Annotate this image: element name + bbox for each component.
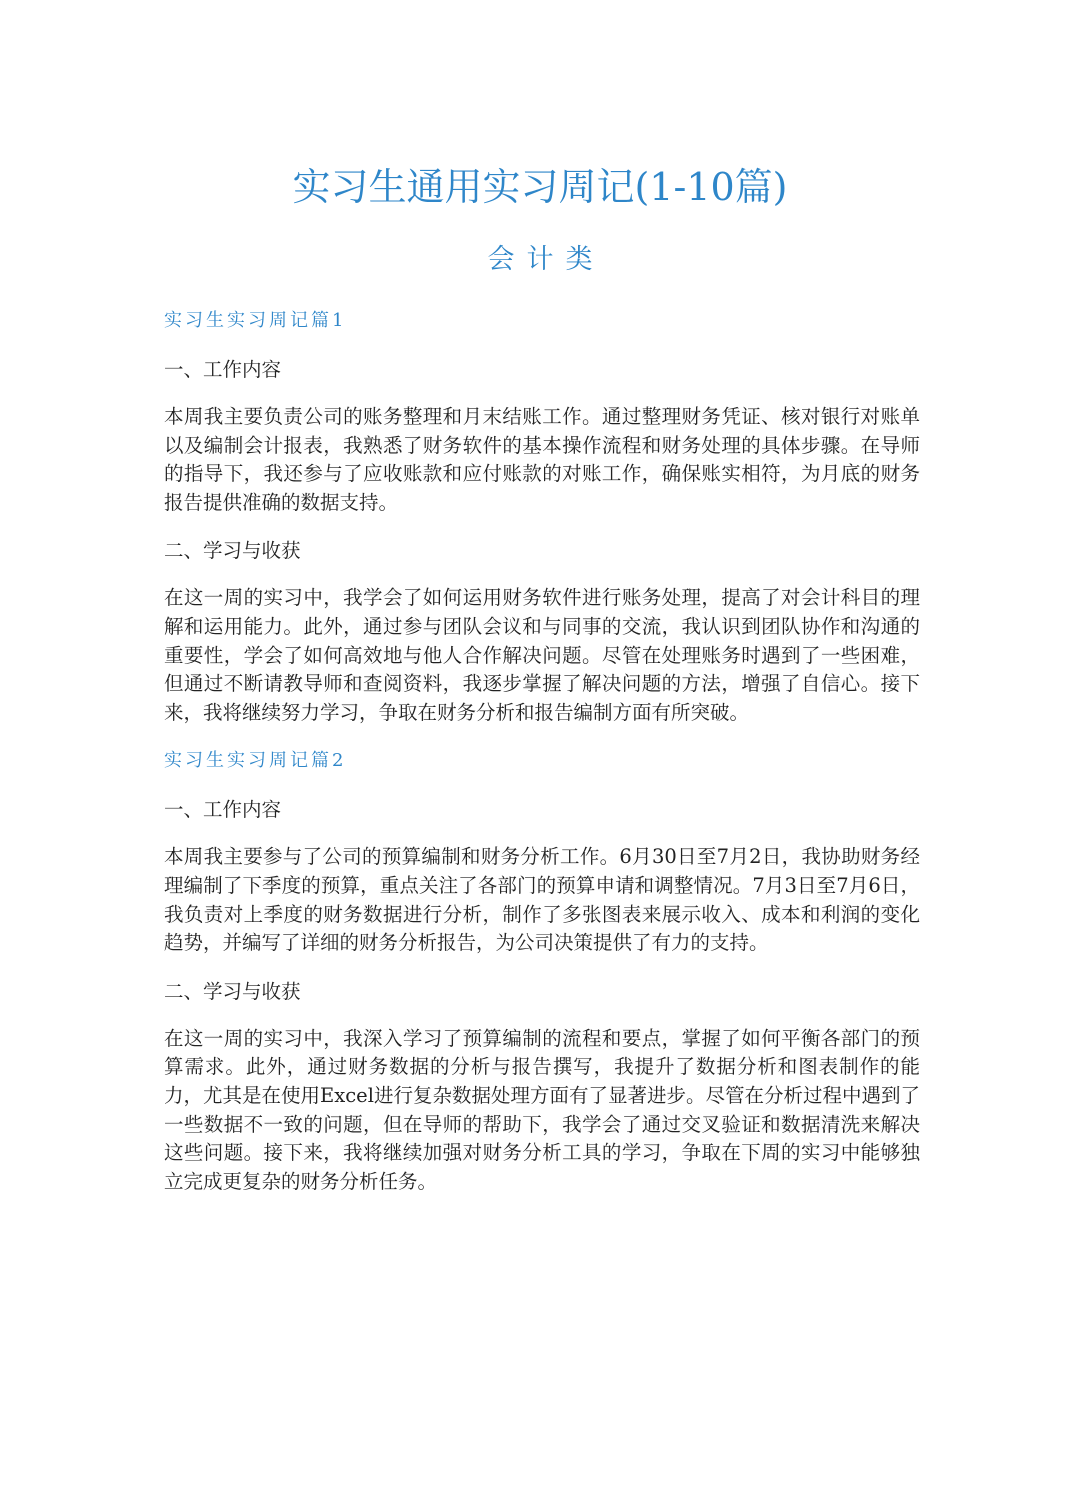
section-heading: 实习生实习周记篇1 bbox=[164, 310, 347, 331]
work-content-heading: 一、工作内容 bbox=[164, 798, 282, 822]
work-content-paragraph: 本周我主要负责公司的账务整理和月末结账工作。通过整理财务凭证、核对银行对账单以及编制会计报表，我熟悉了财务软件的基本操作流程和财务处理的具体步骤。在导师的指导下，我还参与了应收账款和应付账款的对账工作，确保账实相符，为月底的财务报告提供准确的数据支持。 bbox=[164, 405, 920, 514]
learning-paragraph: 在这一周的实习中，我学会了如何运用财务软件进行账务处理，提高了对会计科目的理解和运用能力。此外，通过参与团队会议和与同事的交流，我认识到团队协作和沟通的重要性，学会了如何高效地与他人合作解决问题。尽管在处理账务时遇到了一些困难，但通过不断请教导师和查阅资料，我逐步掌握了解决问题的方法，增强了自信心。接下来，我将继续努力学习，争取在财务分析和报告编制方面有所突破。 bbox=[164, 586, 920, 724]
learning-paragraph: 在这一周的实习中，我深入学习了预算编制的流程和要点，掌握了如何平衡各部门的预算需求。此外，通过财务数据的分析与报告撰写，我提升了数据分析和图表制作的能力，尤其是在使用Excel进行复杂数据处理方面有了显著进步。尽管在分析过程中遇到了一些数据不一致的问题，但在导师的帮助下，我学会了通过交叉验证和数据清洗来解决这些问题。接下来，我将继续加强对财务分析工具的学习，争取在下周的实习中能够独立完成更复杂的财务分析任务。 bbox=[164, 1026, 920, 1193]
work-content-heading: 一、工作内容 bbox=[164, 358, 282, 381]
document-body bbox=[164, 306, 920, 1215]
section-2 bbox=[164, 746, 920, 1196]
document-title: 实习生通用实习周记(1-10篇) bbox=[292, 165, 788, 209]
learning-heading: 二、学习与收获 bbox=[164, 979, 301, 1003]
section-heading: 实习生实习周记篇2 bbox=[164, 750, 347, 772]
section-1 bbox=[164, 306, 920, 727]
work-content-paragraph: 本周我主要参与了公司的预算编制和财务分析工作。6月30日至7月2日，我协助财务经理编制了下季度的预算，重点关注了各部门的预算申请和调整情况。7月3日至7月6日，我负责对上季度的财务数据进行分析，制作了多张图表来展示收入、成本和利润的变化趋势，并编写了详细的财务分析报告，为公司决策提供了有力的支持。 bbox=[164, 845, 920, 955]
document-subtitle: 会计类 bbox=[487, 244, 605, 275]
learning-heading: 二、学习与收获 bbox=[164, 539, 301, 563]
